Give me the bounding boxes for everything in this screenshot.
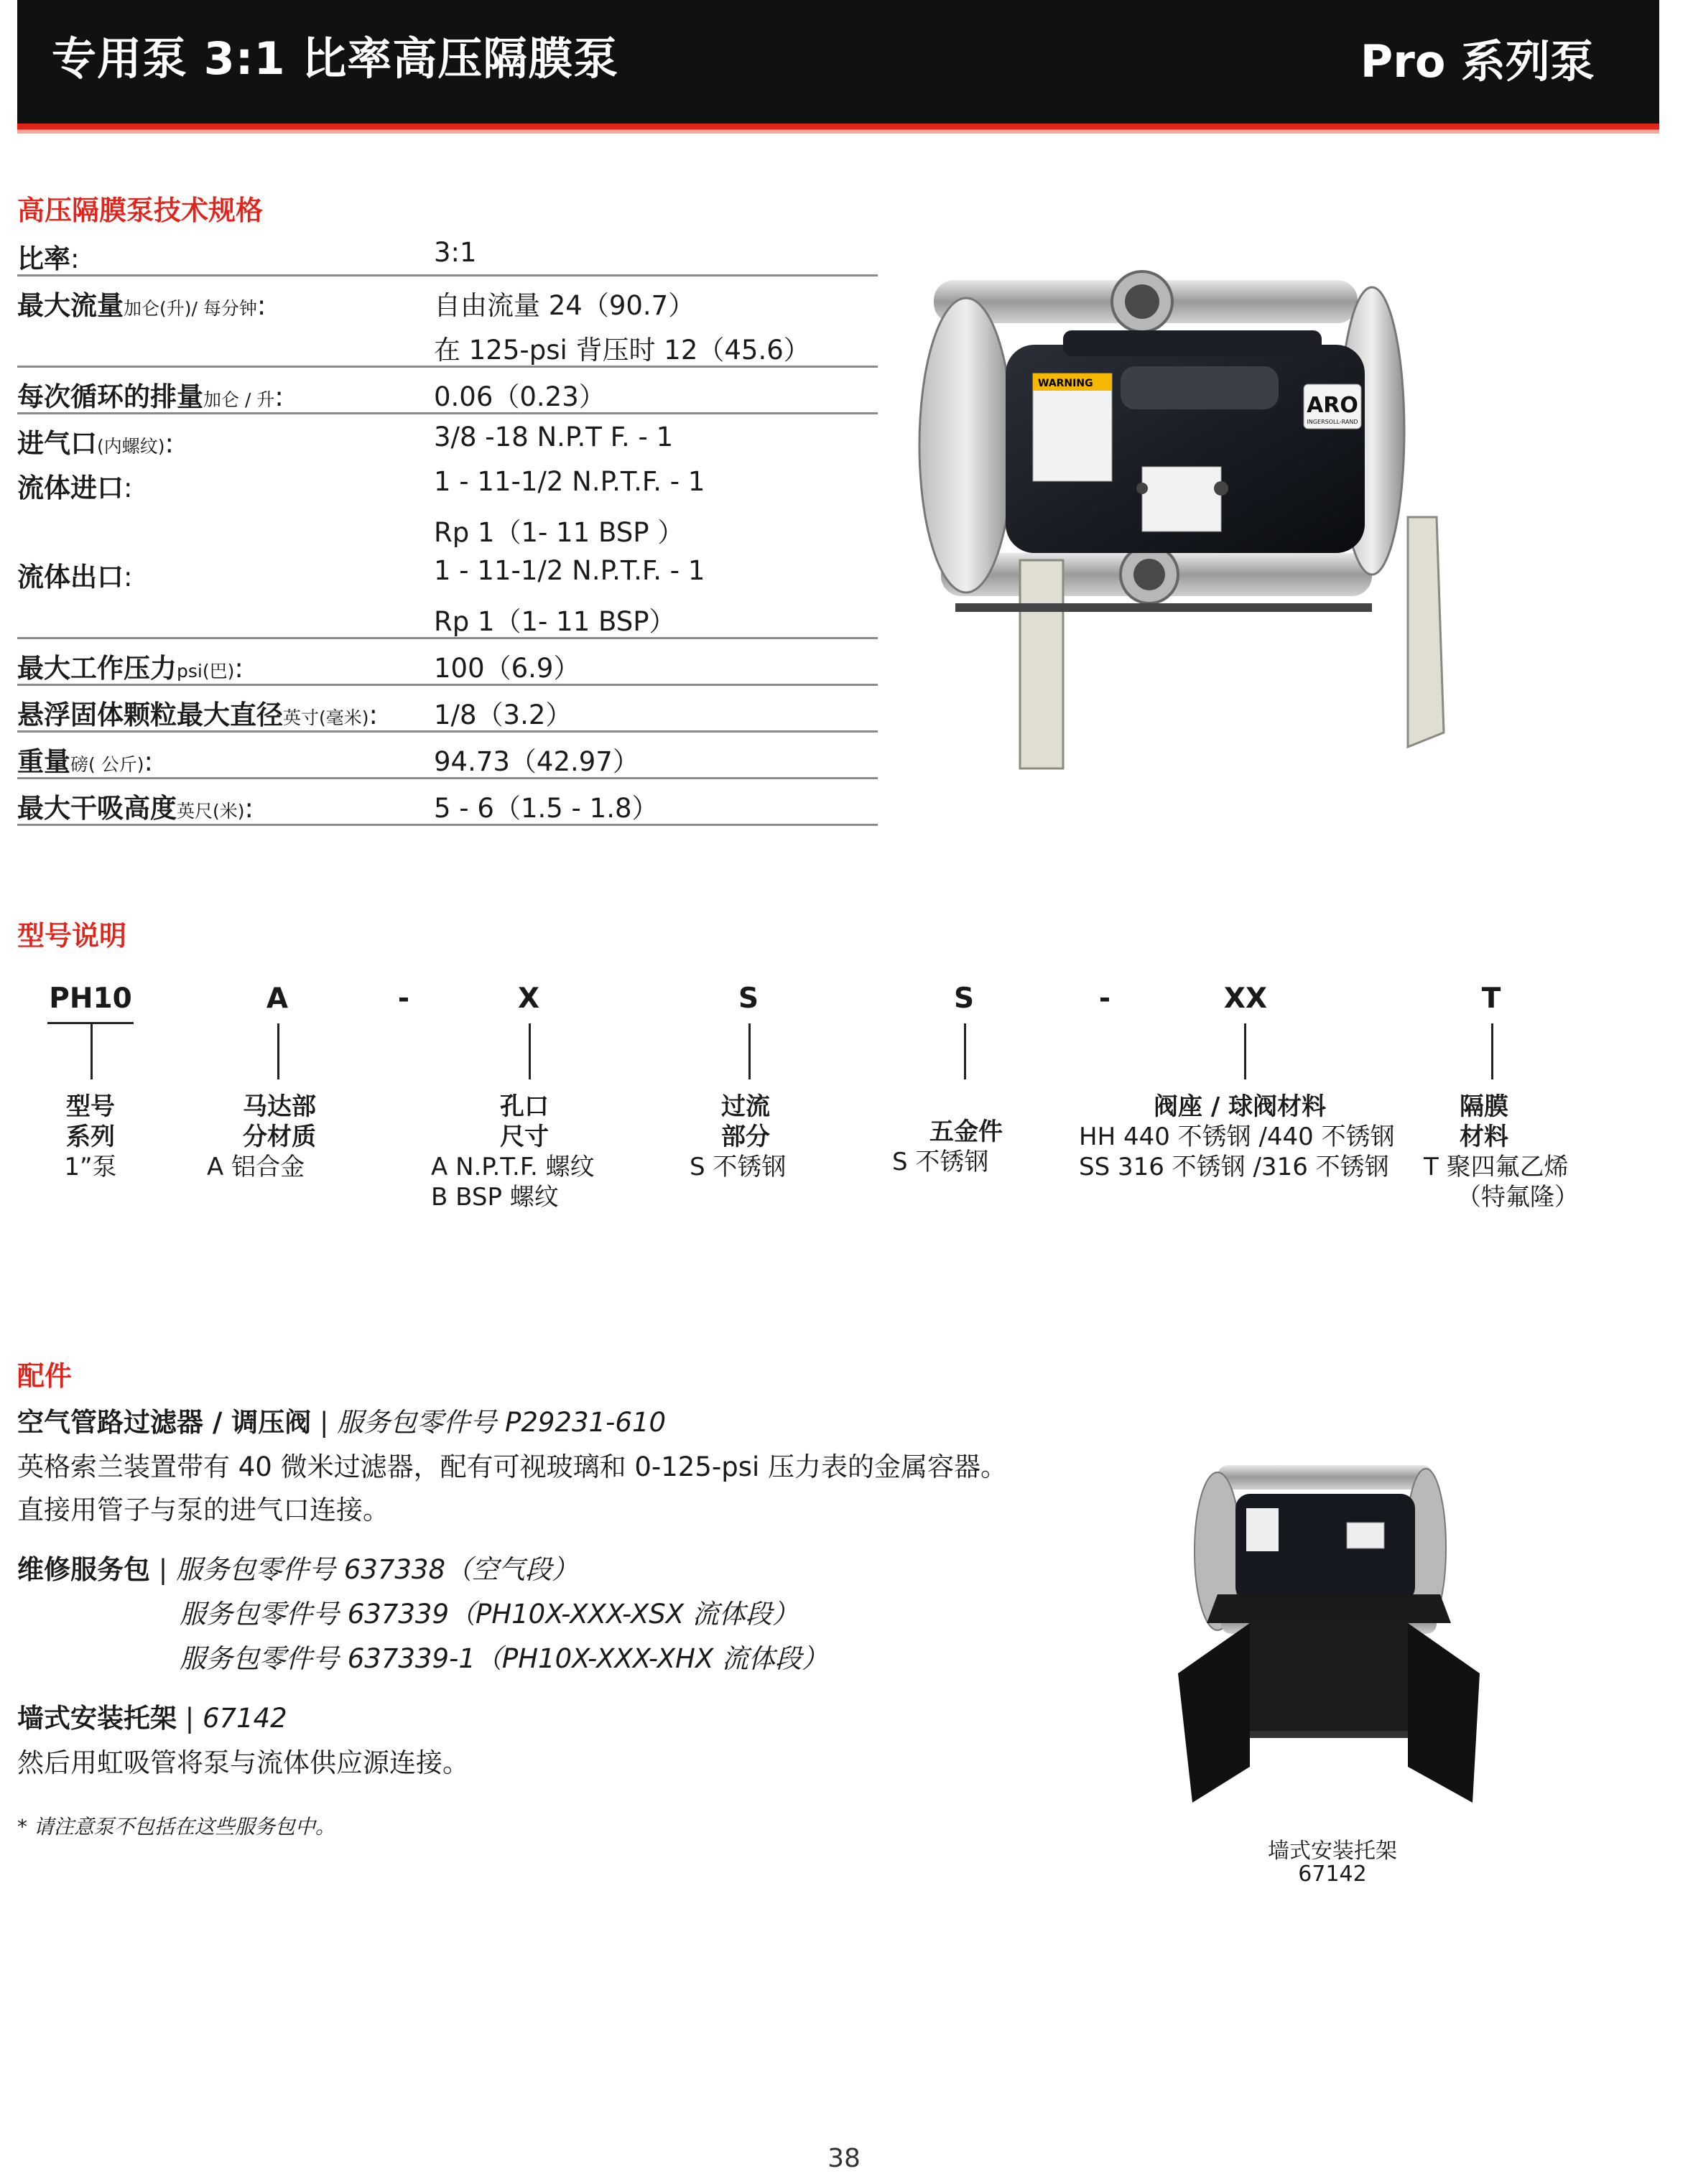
model-label-wetted: 过流 部分 S 不锈钢 (690, 1092, 787, 1181)
model-tick (748, 1023, 751, 1079)
model-label-port: 孔口 尺寸 A N.P.T.F. 螺纹 B BSP 螺纹 (431, 1092, 595, 1212)
spec-row: 比率: 3:1 (17, 230, 878, 277)
spec-label: 流体进口 (17, 473, 124, 503)
spec-row: 流体出口: 1 - 11-1/2 N.P.T.F. - 1 Rp 1（1- 11 BSP） (17, 548, 878, 639)
spec-label: 流体出口 (17, 562, 124, 593)
spec-label: 最大工作压力 (17, 653, 177, 684)
spec-row: 最大流量加仑(升)/ 每分钟: 自由流量 24（90.7） 在 125-psi 背压时 12（45.6） (17, 277, 878, 368)
header-bar (17, 0, 1659, 124)
aro-logo: ARO (1307, 393, 1358, 418)
spec-label: 悬浮固体颗粒最大直径 (17, 700, 283, 730)
service-heading: 维修服务包 | 服务包零件号 637338（空气段） (17, 1554, 579, 1585)
model-label-series: 型号 系列 1”泵 (64, 1092, 117, 1181)
mount-caption-part: 67142 (1298, 1862, 1367, 1887)
spec-value: Rp 1（1- 11 BSP） (434, 606, 676, 637)
page-number: 38 (827, 2144, 861, 2173)
model-title: 型号说明 (17, 920, 127, 952)
spec-value: 1 - 11-1/2 N.P.T.F. - 1 (434, 466, 705, 497)
model-tick (1491, 1023, 1493, 1079)
service-kit: 服务包零件号 637339（PH10X-XXX-XSX 流体段） (180, 1599, 799, 1630)
spec-value: 94.73（42.97） (434, 746, 639, 777)
model-code-dash: - (1098, 982, 1111, 1015)
filter-desc: 直接用管子与泵的进气口连接。 (17, 1495, 389, 1525)
model-code-diaphragm: T (1481, 982, 1501, 1015)
spec-unit: psi(巴) (177, 661, 235, 682)
model-code-port: X (517, 982, 540, 1015)
model-code-motor: A (266, 982, 289, 1015)
mount-desc: 然后用虹吸管将泵与流体供应源连接。 (17, 1747, 469, 1778)
spec-row: 每次循环的排量加仑 / 升: 0.06（0.23） (17, 368, 878, 414)
spec-row: 最大工作压力psi(巴): 100（6.9） (17, 639, 878, 686)
model-label-motor: 马达部 分材质 A 铝合金 (207, 1092, 316, 1181)
spec-unit: 英寸(毫米) (283, 707, 369, 728)
spec-label: 每次循环的排量 (17, 381, 203, 412)
spec-value: 100（6.9） (434, 653, 580, 684)
model-tick (964, 1023, 966, 1079)
service-note: * 请注意泵不包括在这些服务包中。 (17, 1815, 335, 1839)
spec-label: 比率 (17, 243, 70, 274)
spec-value: 1/8（3.2） (434, 700, 572, 730)
mount-name: 墙式安装托架 (17, 1703, 177, 1734)
model-code-hardware: S (953, 982, 975, 1015)
mount-part: 67142 (203, 1703, 287, 1734)
service-name: 维修服务包 (17, 1554, 150, 1585)
spec-unit: 加仑(升)/ 每分钟 (124, 298, 257, 319)
model-code-series: PH10 (49, 982, 132, 1015)
model-tick (91, 1023, 93, 1079)
spec-unit: 磅( 公斤) (70, 754, 144, 775)
spec-label: 最大流量 (17, 290, 124, 321)
spec-value: 在 125-psi 背压时 12（45.6） (434, 335, 810, 366)
spec-label: 重量 (17, 746, 70, 777)
model-tick (277, 1023, 279, 1079)
filter-desc: 英格索兰装置带有 40 微米过滤器，配有可视玻璃和 0-125-psi 压力表的金属容器。 (17, 1451, 1008, 1482)
warning-label: WARNING (1038, 378, 1093, 389)
spec-value: 0.06（0.23） (434, 381, 606, 412)
model-code-dash: - (397, 982, 410, 1015)
spec-value: Rp 1（1- 11 BSP ） (434, 517, 685, 548)
model-code-seat: XX (1223, 982, 1268, 1015)
filter-kit: 服务包零件号 P29231-610 (337, 1407, 667, 1438)
model-label-diaphragm: 隔膜 材料 T 聚四氟乙烯 （特氟隆） (1424, 1092, 1579, 1212)
model-label-seat: 阀座 / 球阀材料 HH 440 不锈钢 /440 不锈钢 SS 316 不锈钢 /316 不锈钢 (1079, 1092, 1395, 1181)
spec-row: 悬浮固体颗粒最大直径英寸(毫米): 1/8（3.2） (17, 686, 878, 733)
spec-row: 重量磅( 公斤): 94.73（42.97） (17, 733, 878, 779)
wall-mount-photo (1178, 1458, 1480, 1831)
filter-heading: 空气管路过滤器 / 调压阀 | 服务包零件号 P29231-610 (17, 1407, 667, 1438)
spec-value: 3/8 -18 N.P.T F. - 1 (434, 422, 674, 452)
spec-value: 3:1 (434, 237, 477, 268)
model-tick (529, 1023, 531, 1079)
spec-unit: (内螺纹) (97, 436, 165, 457)
service-kit: 服务包零件号 637338（空气段） (176, 1554, 579, 1585)
page-title: 专用泵 3:1 比率高压隔膜泵 (52, 32, 619, 85)
spec-label: 最大干吸高度 (17, 793, 177, 824)
spec-unit: 加仑 / 升 (203, 389, 275, 410)
model-label-hardware: 五金件 S 不锈钢 (892, 1117, 1003, 1176)
model-tick (1244, 1023, 1246, 1079)
accessories-title: 配件 (17, 1360, 73, 1392)
header-stripe (17, 124, 1659, 134)
pump-photo (912, 251, 1465, 790)
spec-value: 1 - 11-1/2 N.P.T.F. - 1 (434, 555, 705, 586)
spec-label: 进气口 (17, 428, 97, 459)
model-code-wetted: S (738, 982, 759, 1015)
spec-row: 进气口(内螺纹): 3/8 -18 N.P.T F. - 1 (17, 422, 674, 459)
ingersoll-rand-logo: INGERSOLL-RAND (1307, 419, 1358, 425)
spec-row: 最大干吸高度英尺(米): 5 - 6（1.5 - 1.8） (17, 779, 878, 826)
service-kit: 服务包零件号 637339-1（PH10X-XXX-XHX 流体段） (180, 1643, 829, 1674)
series-name: Pro 系列泵 (1360, 35, 1595, 88)
specs-title: 高压隔膜泵技术规格 (17, 195, 264, 226)
spec-row: 流体进口: 1 - 11-1/2 N.P.T.F. - 1 Rp 1（1- 11 BSP ） (17, 466, 705, 548)
spec-table (17, 230, 878, 826)
spec-unit: 英尺(米) (177, 801, 245, 822)
mount-heading: 墙式安装托架 | 67142 (17, 1703, 287, 1734)
spec-value: 自由流量 24（90.7） (434, 290, 695, 321)
mount-caption-title: 墙式安装托架 (1268, 1839, 1397, 1864)
spec-value: 5 - 6（1.5 - 1.8） (434, 793, 659, 824)
filter-name: 空气管路过滤器 / 调压阀 (17, 1407, 312, 1438)
